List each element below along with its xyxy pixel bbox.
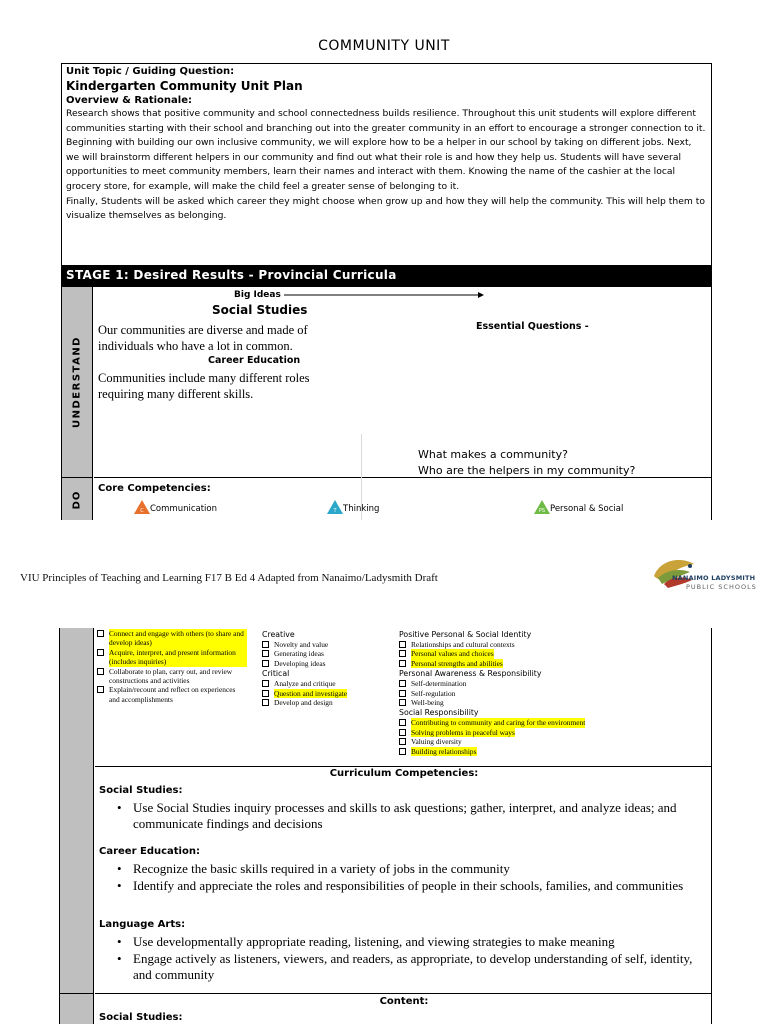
- essential-questions-list: [418, 447, 635, 479]
- checklist-item-text: Developing ideas: [274, 658, 326, 668]
- checkbox[interactable]: [262, 690, 269, 697]
- checklist-item-text: Develop and design: [274, 698, 333, 708]
- checkbox[interactable]: [399, 729, 406, 736]
- unit-plan-table: [61, 63, 712, 520]
- overview-paragraph: Research shows that positive community and school connectedness builds resilience. Throughout this unit students will explore different communities starting with their school and branching out into the greater community in an effort to encourage a stronger connection to it.: [66, 108, 706, 134]
- checklist-item-text: Connect and engage with others (to share and develop ideas): [109, 629, 247, 648]
- bullet-text: Engage actively as listeners, viewers, and readers, as appropriate, to develop understanding of self, identity, and community: [133, 951, 693, 982]
- checklist-item-text: Contributing to community and caring for the environment: [411, 718, 586, 728]
- communication-checklist: [97, 629, 247, 704]
- checkbox[interactable]: [97, 630, 104, 637]
- career-education-heading: Career Education: [208, 355, 301, 366]
- checklist-item: [399, 689, 649, 698]
- bullet-item: [117, 951, 707, 983]
- bullet-icon: •: [117, 800, 122, 815]
- bullet-text: Use Social Studies inquiry processes and skills to ask questions; gather, interpret, and analyze ideas; and communicate findings and decisions: [133, 800, 677, 831]
- bullet-text: Recognize the basic skills required in a variety of jobs in the community: [133, 861, 510, 876]
- checklist-item-text: Acquire, interpret, and present information (includes inquiries): [109, 648, 247, 667]
- checklist-item-text: Analyze and critique: [274, 679, 336, 689]
- checklist-item: [262, 659, 392, 668]
- bullet-icon: •: [117, 934, 122, 949]
- checkbox[interactable]: [262, 699, 269, 706]
- checklist-item: [399, 728, 649, 737]
- thinking-checklist: [262, 629, 392, 707]
- checklist-item: [97, 667, 247, 686]
- checkbox[interactable]: [399, 719, 406, 726]
- bullet-item: [117, 861, 707, 877]
- checkbox[interactable]: [262, 650, 269, 657]
- overview-paragraph: Beginning with building our own inclusive community, we will explore how to be a helper in our school by taking on different jobs. Next, we will brainstorm different helpers in our community and find out what their role is and how they help us. Students will have several opportunities to meet community members, learn their names and interact with them. Knowing the name of the cashier at the local grocery store, for example, will make the child feel a greater sense of belonging to it.: [66, 137, 692, 192]
- page-2-table: [59, 628, 712, 1024]
- checkbox[interactable]: [262, 680, 269, 687]
- checklist-item-text: Collaborate to plan, carry out, and review constructions and activities: [109, 666, 233, 686]
- thinking-label: Thinking: [343, 504, 380, 514]
- checklist-item: [399, 718, 649, 727]
- checklist-item-text: Solving problems in peaceful ways: [411, 727, 515, 737]
- do-section: [94, 478, 712, 520]
- checkbox[interactable]: [399, 650, 406, 657]
- arrow-icon: [284, 292, 484, 298]
- checkbox[interactable]: [399, 641, 406, 648]
- checklist-item: [97, 648, 247, 667]
- checklist-item: [399, 737, 649, 746]
- unit-topic-label: Unit Topic / Guiding Question:: [66, 66, 235, 77]
- bullet-icon: •: [117, 951, 122, 966]
- logo-name: NANAIMO LADYSMITH: [672, 574, 756, 582]
- do-label: DO: [71, 490, 83, 509]
- checklist-item-text: Relationships and cultural contexts: [411, 640, 515, 649]
- checkbox[interactable]: [399, 748, 406, 755]
- checklist-item: [262, 640, 392, 649]
- competency-checklists: [95, 628, 712, 767]
- bullet-icon: •: [117, 861, 122, 876]
- checklist-item-text: Building relationships: [411, 746, 477, 756]
- curriculum-competencies-title: Curriculum Competencies:: [329, 768, 479, 779]
- creative-label: Creative: [262, 630, 295, 639]
- curriculum-competencies: [95, 767, 712, 993]
- checklist-item-text: Question and investigate: [274, 688, 348, 698]
- content-section: [95, 993, 712, 1024]
- personal-social-label: Personal & Social: [550, 504, 624, 514]
- checklist-item: [262, 679, 392, 688]
- competency-communication: [134, 500, 217, 514]
- thinking-triangle-letter: T: [333, 508, 337, 514]
- checkbox[interactable]: [399, 660, 406, 667]
- bullet-text: Use developmentally appropriate reading, listening, and viewing strategies to make meaning: [133, 934, 615, 949]
- communication-triangle-icon: [134, 500, 150, 514]
- checkbox[interactable]: [97, 668, 104, 675]
- bullet-text: Identify and appreciate the roles and responsibilities of people in their schools, families, and communities: [133, 878, 684, 893]
- identity-label: Positive Personal & Social Identity: [399, 630, 532, 639]
- communication-label: Communication: [150, 504, 217, 514]
- checkbox[interactable]: [97, 686, 104, 693]
- cc-career-education-heading: Career Education:: [99, 846, 200, 857]
- checklist-item: [399, 659, 649, 668]
- checkbox[interactable]: [399, 690, 406, 697]
- cc-language-arts-heading: Language Arts:: [99, 919, 186, 930]
- essential-question: Who are the helpers in my community?: [418, 464, 636, 477]
- competency-personal-social: [534, 500, 623, 514]
- checklist-item: [399, 640, 649, 649]
- checkbox[interactable]: [399, 699, 406, 706]
- personal-social-checklist: [399, 629, 649, 756]
- bullet-item: [117, 878, 707, 894]
- thinking-triangle-icon: [327, 500, 343, 514]
- checklist-item: [262, 689, 392, 698]
- do-side: [62, 478, 93, 520]
- social-responsibility-label: Social Responsibility: [399, 708, 479, 718]
- do-side-continued: [60, 628, 94, 993]
- checklist-item-text: Self-regulation: [411, 688, 456, 698]
- social-studies-heading: Social Studies: [212, 303, 308, 317]
- communication-triangle-letter: C: [140, 508, 144, 514]
- competency-thinking: [327, 500, 379, 514]
- checkbox[interactable]: [97, 649, 104, 656]
- content-title: Content:: [379, 996, 429, 1007]
- checklist-item-text: Explain/recount and reflect on experiences and accomplishments: [109, 685, 236, 704]
- checklist-item-text: Personal strengths and abilities: [411, 658, 503, 668]
- personal-social-triangle-icon: [534, 500, 550, 514]
- checklist-item: [399, 747, 649, 756]
- bullet-icon: •: [117, 878, 122, 893]
- checkbox[interactable]: [262, 660, 269, 667]
- core-competencies-heading: Core Competencies:: [98, 483, 211, 494]
- awareness-label: Personal Awareness & Responsibility: [399, 669, 542, 679]
- unit-header: [62, 64, 711, 265]
- checklist-item: [262, 698, 392, 707]
- checkbox[interactable]: [399, 680, 406, 687]
- checklist-item-text: Generating ideas: [274, 649, 324, 659]
- understand-side: [62, 287, 93, 478]
- understand-label: UNDERSTAND: [71, 336, 83, 428]
- content-social-studies-heading: Social Studies:: [99, 1012, 183, 1023]
- overview-paragraph: Finally, Students will be asked which career they might choose when grow up and how they will help the community. This will help them to visualize themselves as belonging.: [66, 195, 705, 222]
- essential-question: What makes a community?: [418, 448, 568, 461]
- cc-social-studies-heading: Social Studies:: [99, 785, 183, 796]
- unit-topic-value: Kindergarten Community Unit Plan: [66, 79, 303, 93]
- essential-questions-heading: Essential Questions -: [476, 321, 589, 332]
- checklist-item: [399, 698, 649, 707]
- checklist-item-text: Self-determination: [411, 679, 467, 689]
- checkbox[interactable]: [262, 641, 269, 648]
- checklist-item-text: Valuing diversity: [411, 737, 462, 747]
- personal-social-triangle-letter: PS: [538, 508, 546, 514]
- checkbox[interactable]: [399, 738, 406, 745]
- understand-section: [94, 287, 712, 478]
- logo-subtitle: PUBLIC SCHOOLS: [686, 583, 757, 591]
- checklist-item: [262, 649, 392, 658]
- big-ideas-label: Big Ideas: [234, 290, 281, 300]
- checklist-item-text: Personal values and choices: [411, 649, 494, 659]
- stage-1-bar: STAGE 1: Desired Results - Provincial Curricula: [62, 265, 711, 287]
- social-studies-big-idea: Our communities are diverse and made of individuals who have a lot in common.: [98, 323, 308, 353]
- bullet-item: [117, 934, 707, 950]
- checklist-item: [97, 629, 247, 648]
- overview-label: Overview & Rationale:: [66, 95, 192, 106]
- career-education-big-idea: Communities include many different roles requiring many different skills.: [98, 371, 310, 401]
- checklist-item-text: Novelty and value: [274, 640, 329, 649]
- bullet-item: [117, 800, 707, 832]
- document-title: COMMUNITY UNIT: [318, 38, 450, 54]
- checklist-item: [399, 679, 649, 688]
- checklist-item: [97, 685, 247, 704]
- checklist-item-text: Well-being: [411, 698, 444, 708]
- critical-label: Critical: [262, 669, 290, 679]
- page-footer: VIU Principles of Teaching and Learning F17 B Ed 4 Adapted from Nanaimo/Ladysmith Draft: [20, 572, 438, 584]
- know-side: [60, 993, 94, 1024]
- checklist-item: [399, 649, 649, 658]
- overview-text: [66, 107, 707, 224]
